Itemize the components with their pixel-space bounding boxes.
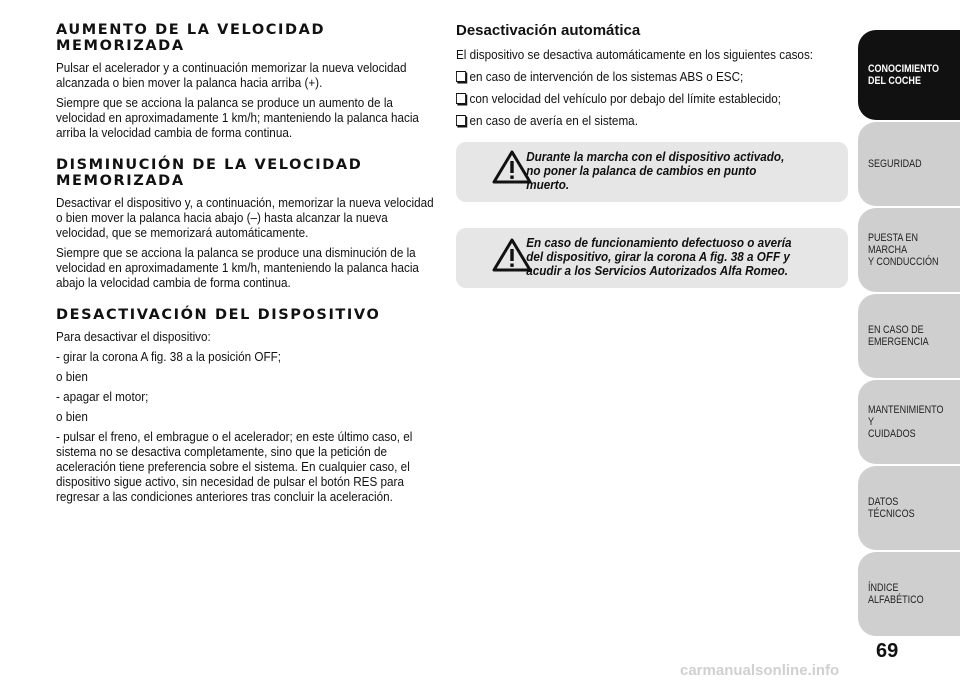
paragraph: Siempre que se acciona la palanca se produce un aumento de la velocidad en aproximadamente 1 km/h; manteniendo la palanca hacia arriba la velocidad cambia de forma continua.: [56, 95, 419, 140]
paragraph: - apagar el motor;: [56, 389, 149, 404]
tab-label: ÍNDICE ALFABÉTICO: [868, 582, 924, 606]
paragraph: - pulsar el freno, el embrague o el acelerador; en este último caso, el sistema no se desactiva completamente, sino que la petición de aceleración tiene preferencia sobre el sistema. En cualquier caso, el dispositivo sigue activo, sin necesidad de pulsar el botón RES para regresar a las condiciones anteriores tras concluir la aceleración.: [56, 429, 413, 504]
tab-puesta-en-marcha[interactable]: [858, 208, 960, 292]
tab-label: CONOCIMIENTO DEL COCHE: [868, 63, 939, 87]
left-column: [56, 22, 438, 509]
warning-text: Durante la marcha con el dispositivo activado, no poner la palanca de cambios en punto muerto.: [526, 149, 785, 192]
paragraph: El dispositivo se desactiva automáticamente en los siguientes casos:: [456, 47, 814, 62]
list-item: en caso de intervención de los sistemas ABS o ESC;: [456, 69, 848, 84]
tab-seguridad[interactable]: [858, 122, 960, 206]
checkbox-bullet-icon: [456, 115, 466, 126]
section-title-deactivation: DESACTIVACIÓN DEL DISPOSITIVO: [56, 307, 381, 323]
tab-mantenimiento[interactable]: [858, 380, 960, 464]
tab-en-caso-de-emergencia[interactable]: [858, 294, 960, 378]
tab-label: MANTENIMIENTO Y CUIDADOS: [868, 404, 944, 440]
paragraph: - girar la corona A fig. 38 a la posición OFF;: [56, 349, 282, 364]
list-item: con velocidad del vehículo por debajo del límite establecido;: [456, 91, 848, 106]
tab-conocimiento-del-coche[interactable]: [858, 30, 960, 120]
tab-indice-alfabetico[interactable]: [858, 552, 960, 636]
tab-label: EN CASO DE EMERGENCIA: [868, 324, 929, 348]
chapter-index-tabs: [858, 30, 960, 638]
checkbox-bullet-icon: [456, 93, 466, 104]
page-number: 69: [876, 640, 899, 662]
warning-box: [456, 228, 848, 288]
right-column: [456, 22, 848, 314]
tab-datos-tecnicos[interactable]: [858, 466, 960, 550]
paragraph: Para desactivar el dispositivo:: [56, 329, 211, 344]
paragraph: o bien: [56, 409, 88, 424]
section-title-decrease-speed: DISMINUCIÓN DE LA VELOCIDAD MEMORIZADA: [56, 157, 363, 189]
warning-text: En caso de funcionamiento defectuoso o avería del dispositivo, girar la corona A fig. 38 a OFF y acudir a los Servicios Autorizados Alfa Romeo.: [526, 235, 792, 278]
paragraph: Siempre que se acciona la palanca se produce una disminución de la velocidad en aproximadamente 1 km/h, manteniendo la palanca hacia abajo la velocidad cambia de forma continua.: [56, 245, 419, 290]
section-title-increase-speed: AUMENTO DE LA VELOCIDAD MEMORIZADA: [56, 22, 326, 54]
tab-label: DATOS TÉCNICOS: [868, 496, 915, 520]
tab-label: PUESTA EN MARCHA Y CONDUCCIÓN: [868, 232, 939, 268]
watermark: carmanualsonline.info: [680, 662, 840, 679]
subsection-title-auto-deactivation: Desactivación automática: [456, 22, 641, 39]
checkbox-bullet-icon: [456, 71, 466, 82]
warning-box: [456, 142, 848, 202]
paragraph: o bien: [56, 369, 88, 384]
list-item: en caso de avería en el sistema.: [456, 113, 848, 128]
paragraph: Pulsar el acelerador y a continuación memorizar la nueva velocidad alcanzada o bien mover la palanca hacia arriba (+).: [56, 60, 407, 90]
paragraph: Desactivar el dispositivo y, a continuación, memorizar la nueva velocidad o bien mover la palanca hacia abajo (–) hasta alcanzar la nueva velocidad, que se memorizará automáticamente.: [56, 195, 434, 240]
tab-label: SEGURIDAD: [868, 158, 922, 170]
